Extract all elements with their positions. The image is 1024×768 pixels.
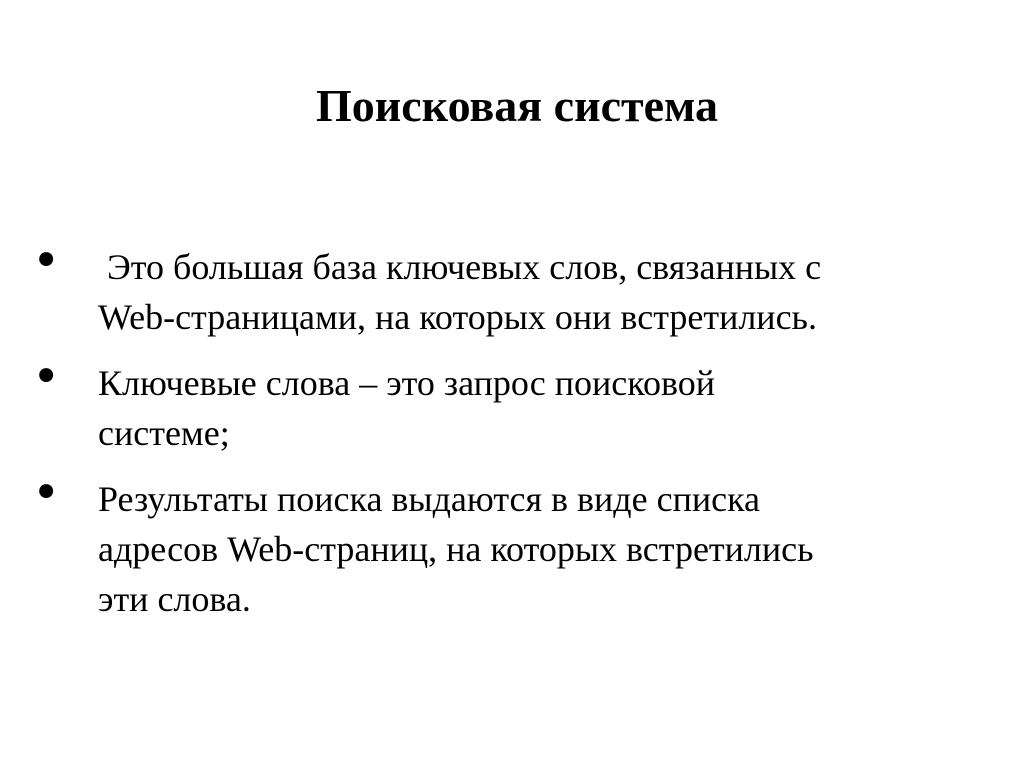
bullet-icon: • [32,349,61,405]
bullet-icon: • [32,233,61,289]
bullet-text-line: системе; [98,413,230,453]
bullet-text-line: Результаты поиска выдаются в виде списка [98,479,761,519]
bullet-text-line: адресов Web-страниц, на которых встретились [98,529,814,569]
bullet-icon: • [32,465,61,521]
bullet-text-line: Web-страницами, на которых они встретились. [98,297,817,337]
slide-title: Поисковая система [315,80,719,131]
bullet-text-line: Ключевые слова – это запрос поисковой [98,363,715,403]
bullet-item-definition [32,233,992,342]
bullet-text-line: эти слова. [98,579,251,619]
bullet-item-keywords [32,349,992,458]
bullet-text-line: Это большая база ключевых слов, связанных с [98,247,822,287]
bullet-item-results [32,465,992,624]
bullet-list [32,233,992,624]
